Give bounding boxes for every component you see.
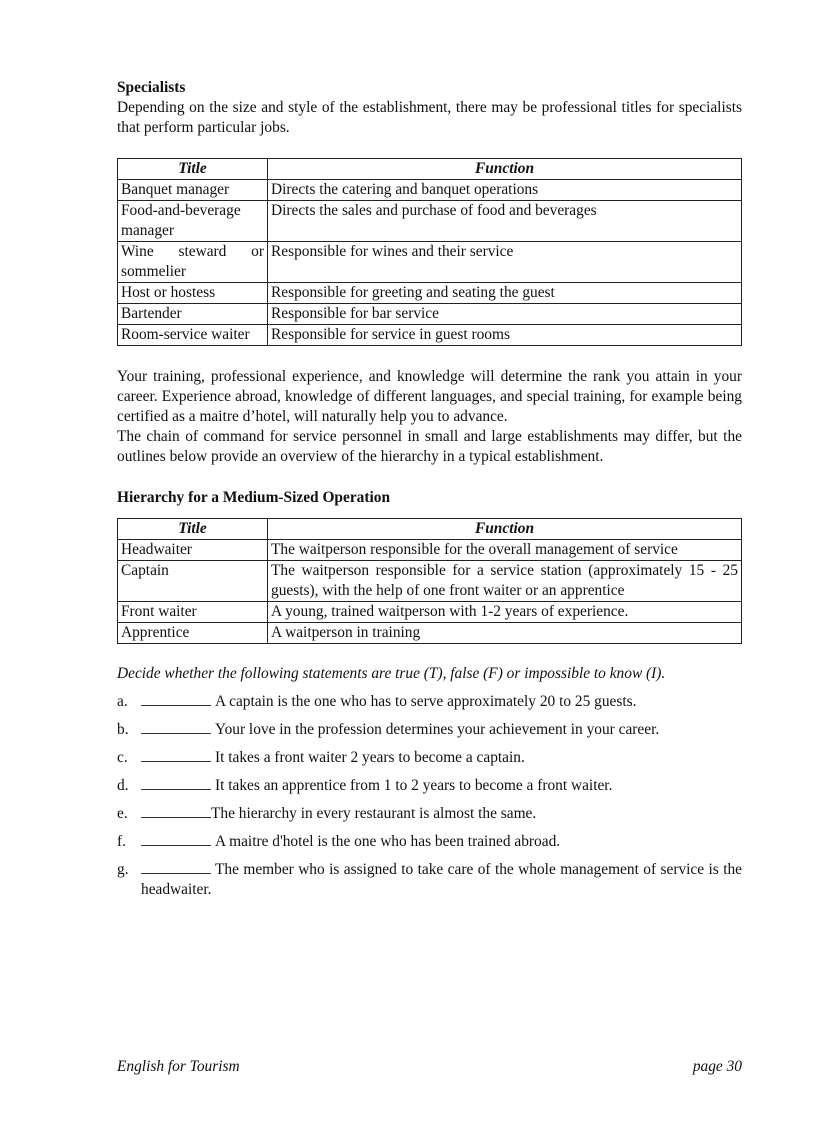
list-item [117,832,742,852]
table-cell-function: The waitperson responsible for the overall management of service [268,540,742,561]
hierarchy-heading: Hierarchy for a Medium-Sized Operation [117,489,391,506]
table-row [118,540,742,561]
item-letter: g. [117,861,129,878]
specialists-heading: Specialists [117,79,186,96]
table-cell-title: Headwaiter [118,540,268,561]
statement-text: Your love in the profession determines your achievement in your career. [215,721,660,738]
item-letter: d. [117,777,129,794]
table-row [118,283,742,304]
list-item [117,692,742,712]
table-cell-function: The waitperson responsible for a service station (approximately 15 - 25 guests), with the help of one front waiter or an apprentice [268,561,742,602]
statement-text: It takes an apprentice from 1 to 2 years to become a front waiter. [215,777,613,794]
table-row [118,602,742,623]
paragraph-career-rank: Your training, professional experience, and knowledge will determine the rank you attain in your career. Experience abroad, knowledge of different languages, and special training, for example being certified as a maitre d’hotel, will naturally help you to advance. [117,368,742,425]
column-header-function: Function [268,519,742,540]
table-cell-function: Directs the sales and purchase of food and beverages [268,201,742,242]
exercise-list [117,692,742,900]
table-cell-function: A young, trained waitperson with 1-2 years of experience. [268,602,742,623]
table-cell-title: Food-and-beverage manager [118,201,268,242]
table-row [118,180,742,201]
table-row [118,242,742,283]
item-letter: a. [117,693,128,710]
answer-blank[interactable] [141,776,211,790]
list-item [117,720,742,740]
table-cell-function: Directs the catering and banquet operations [268,180,742,201]
paragraph-chain-of-command: The chain of command for service personnel in small and large establishments may differ, but the outlines below provide an overview of the hierarchy in a typical establishment. [117,428,742,465]
list-item [117,748,742,768]
table-cell-title: Wine steward or sommelier [118,242,268,283]
statement-text: The member who is assigned to take care of the whole management of service is the headwaiter. [141,861,742,898]
table-header-row [118,519,742,540]
table-cell-function: Responsible for bar service [268,304,742,325]
hierarchy-table [117,518,742,644]
answer-blank[interactable] [141,692,211,706]
table-cell-title: Captain [118,561,268,602]
item-letter: f. [117,833,126,850]
column-header-title: Title [118,519,268,540]
answer-blank[interactable] [141,748,211,762]
table-cell-function: Responsible for wines and their service [268,242,742,283]
page-footer [117,1057,742,1077]
table-cell-function: A waitperson in training [268,623,742,644]
table-cell-title: Banquet manager [118,180,268,201]
answer-blank[interactable] [141,720,211,734]
table-cell-title: Apprentice [118,623,268,644]
list-item [117,804,742,824]
answer-blank[interactable] [141,832,211,846]
column-header-title: Title [118,159,268,180]
table-cell-title: Host or hostess [118,283,268,304]
list-item [117,860,742,900]
statement-text: The hierarchy in every restaurant is almost the same. [211,805,537,822]
page-content [117,78,742,900]
statement-text: A captain is the one who has to serve approximately 20 to 25 guests. [215,693,637,710]
statement-text: A maitre d'hotel is the one who has been trained abroad. [215,833,561,850]
statement-text: It takes a front waiter 2 years to become a captain. [215,749,525,766]
table-header-row [118,159,742,180]
item-letter: e. [117,805,128,822]
column-header-function: Function [268,159,742,180]
footer-page-number: page 30 [692,1058,742,1075]
answer-blank[interactable] [141,860,211,874]
table-cell-title: Bartender [118,304,268,325]
table-cell-title: Front waiter [118,602,268,623]
specialists-intro: Depending on the size and style of the establishment, there may be professional titles for specialists that perform particular jobs. [117,99,742,136]
table-cell-title: Room-service waiter [118,325,268,346]
footer-book-title: English for Tourism [117,1058,240,1075]
table-row [118,561,742,602]
table-cell-function: Responsible for greeting and seating the guest [268,283,742,304]
table-row [118,623,742,644]
item-letter: b. [117,721,129,738]
table-cell-function: Responsible for service in guest rooms [268,325,742,346]
table-row [118,304,742,325]
exercise-instruction: Decide whether the following statements are true (T), false (F) or impossible to know (I). [117,665,666,682]
specialists-table [117,158,742,346]
table-row [118,325,742,346]
item-letter: c. [117,749,128,766]
list-item [117,776,742,796]
answer-blank[interactable] [141,804,211,818]
table-row [118,201,742,242]
